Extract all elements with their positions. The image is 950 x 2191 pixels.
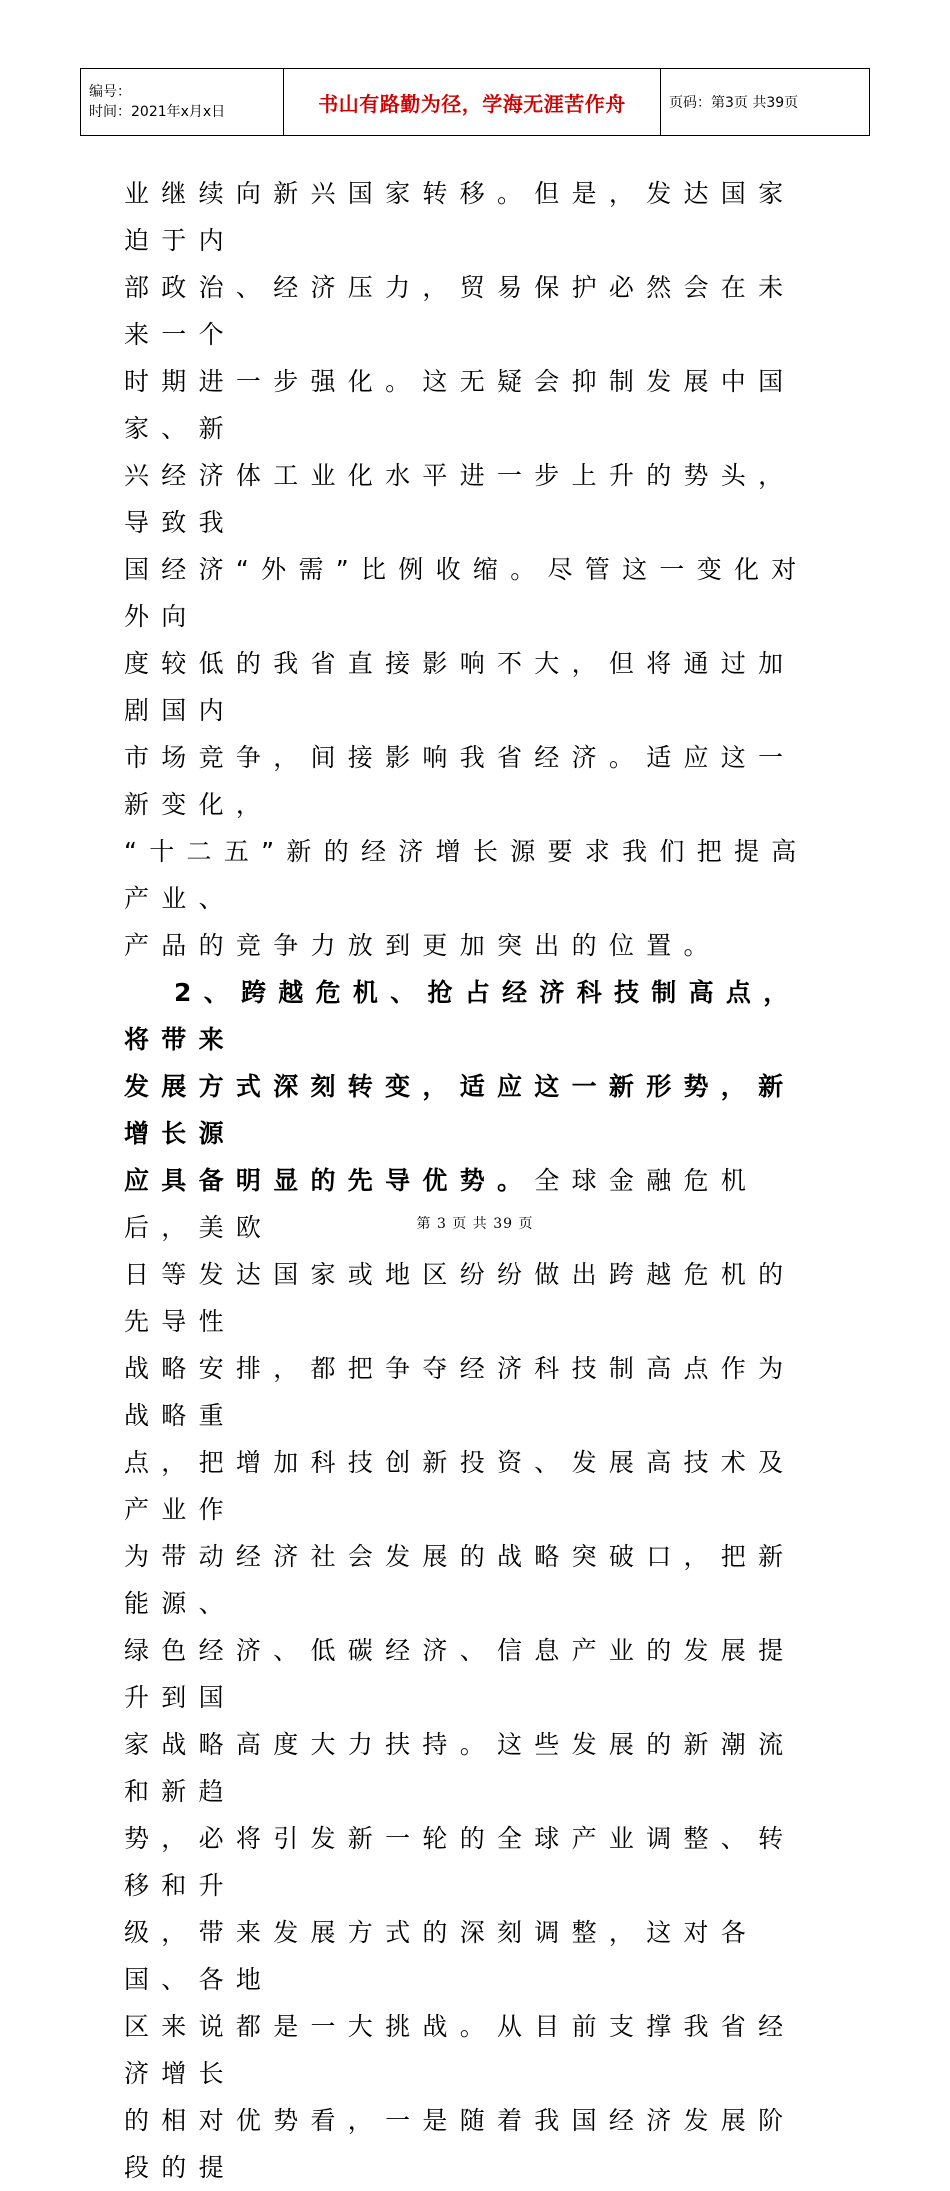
document-number-label: 编号： [89, 84, 131, 100]
header-meta-cell [81, 69, 284, 136]
body-line: 兴经济体工业化水平进一步上升的势头，导致我 [124, 461, 796, 537]
document-time-label: 时间：2021年x月x日 [89, 104, 226, 120]
body-line: “十二五”新的经济增长源要求我们把提高产业、 [124, 837, 809, 913]
section-heading-line: 2、跨越危机、抢占经济科技制高点，将带来 [124, 978, 801, 1054]
section-heading-line: 发展方式深刻转变，适应这一新形势，新增长源 [124, 1072, 796, 1148]
body-line: 市场竞争，间接影响我省经济。适应这一新变化， [124, 743, 796, 819]
body-line: 的相对优势看，一是随着我国经济发展阶段的提 [124, 2106, 796, 2182]
body-line: 区来说都是一大挑战。从目前支撑我省经济增长 [124, 2012, 796, 2088]
body-line: 日等发达国家或地区纷纷做出跨越危机的先导性 [124, 1260, 796, 1336]
page-footer: 第 3 页 共 39 页 [416, 1216, 534, 1232]
header-page-info: 页码：第3页 共39页 [661, 69, 870, 136]
body-line: 战略安排，都把争夺经济科技制高点作为战略重 [124, 1354, 796, 1430]
header-motto: 书山有路勤为径，学海无涯苦作舟 [284, 69, 661, 136]
body-line: 家战略高度大力扶持。这些发展的新潮流和新趋 [124, 1730, 796, 1806]
body-line: 国经济“外需”比例收缩。尽管这一变化对外向 [124, 555, 809, 631]
body-line: 产品的竞争力放到更加突出的位置。 [124, 931, 721, 960]
body-line: 业继续向新兴国家转移。但是，发达国家迫于内 [124, 179, 796, 255]
section-heading-end: 应具备明显的先导优势。 [124, 1166, 535, 1195]
body-line: 级，带来发展方式的深刻调整，这对各国、各地 [124, 1918, 759, 1994]
body-line: 绿色经济、低碳经济、信息产业的发展提升到国 [124, 1636, 796, 1712]
body-text-continuation: 全球金融危机后，美欧 [124, 1166, 759, 1242]
body-line: 度较低的我省直接影响不大，但将通过加剧国内 [124, 649, 796, 725]
document-body [124, 170, 824, 2191]
body-line: 点，把增加科技创新投资、发展高技术及产业作 [124, 1448, 796, 1524]
section-heading-mixed-line [124, 1157, 824, 1251]
body-line: 时期进一步强化。这无疑会抑制发展中国家、新 [124, 367, 796, 443]
body-line: 为带动经济社会发展的战略突破口，把新能源、 [124, 1542, 796, 1618]
body-line: 部政治、经济压力，贸易保护必然会在未来一个 [124, 273, 796, 349]
document-header [80, 68, 870, 136]
body-line: 势，必将引发新一轮的全球产业调整、转移和升 [124, 1824, 796, 1900]
